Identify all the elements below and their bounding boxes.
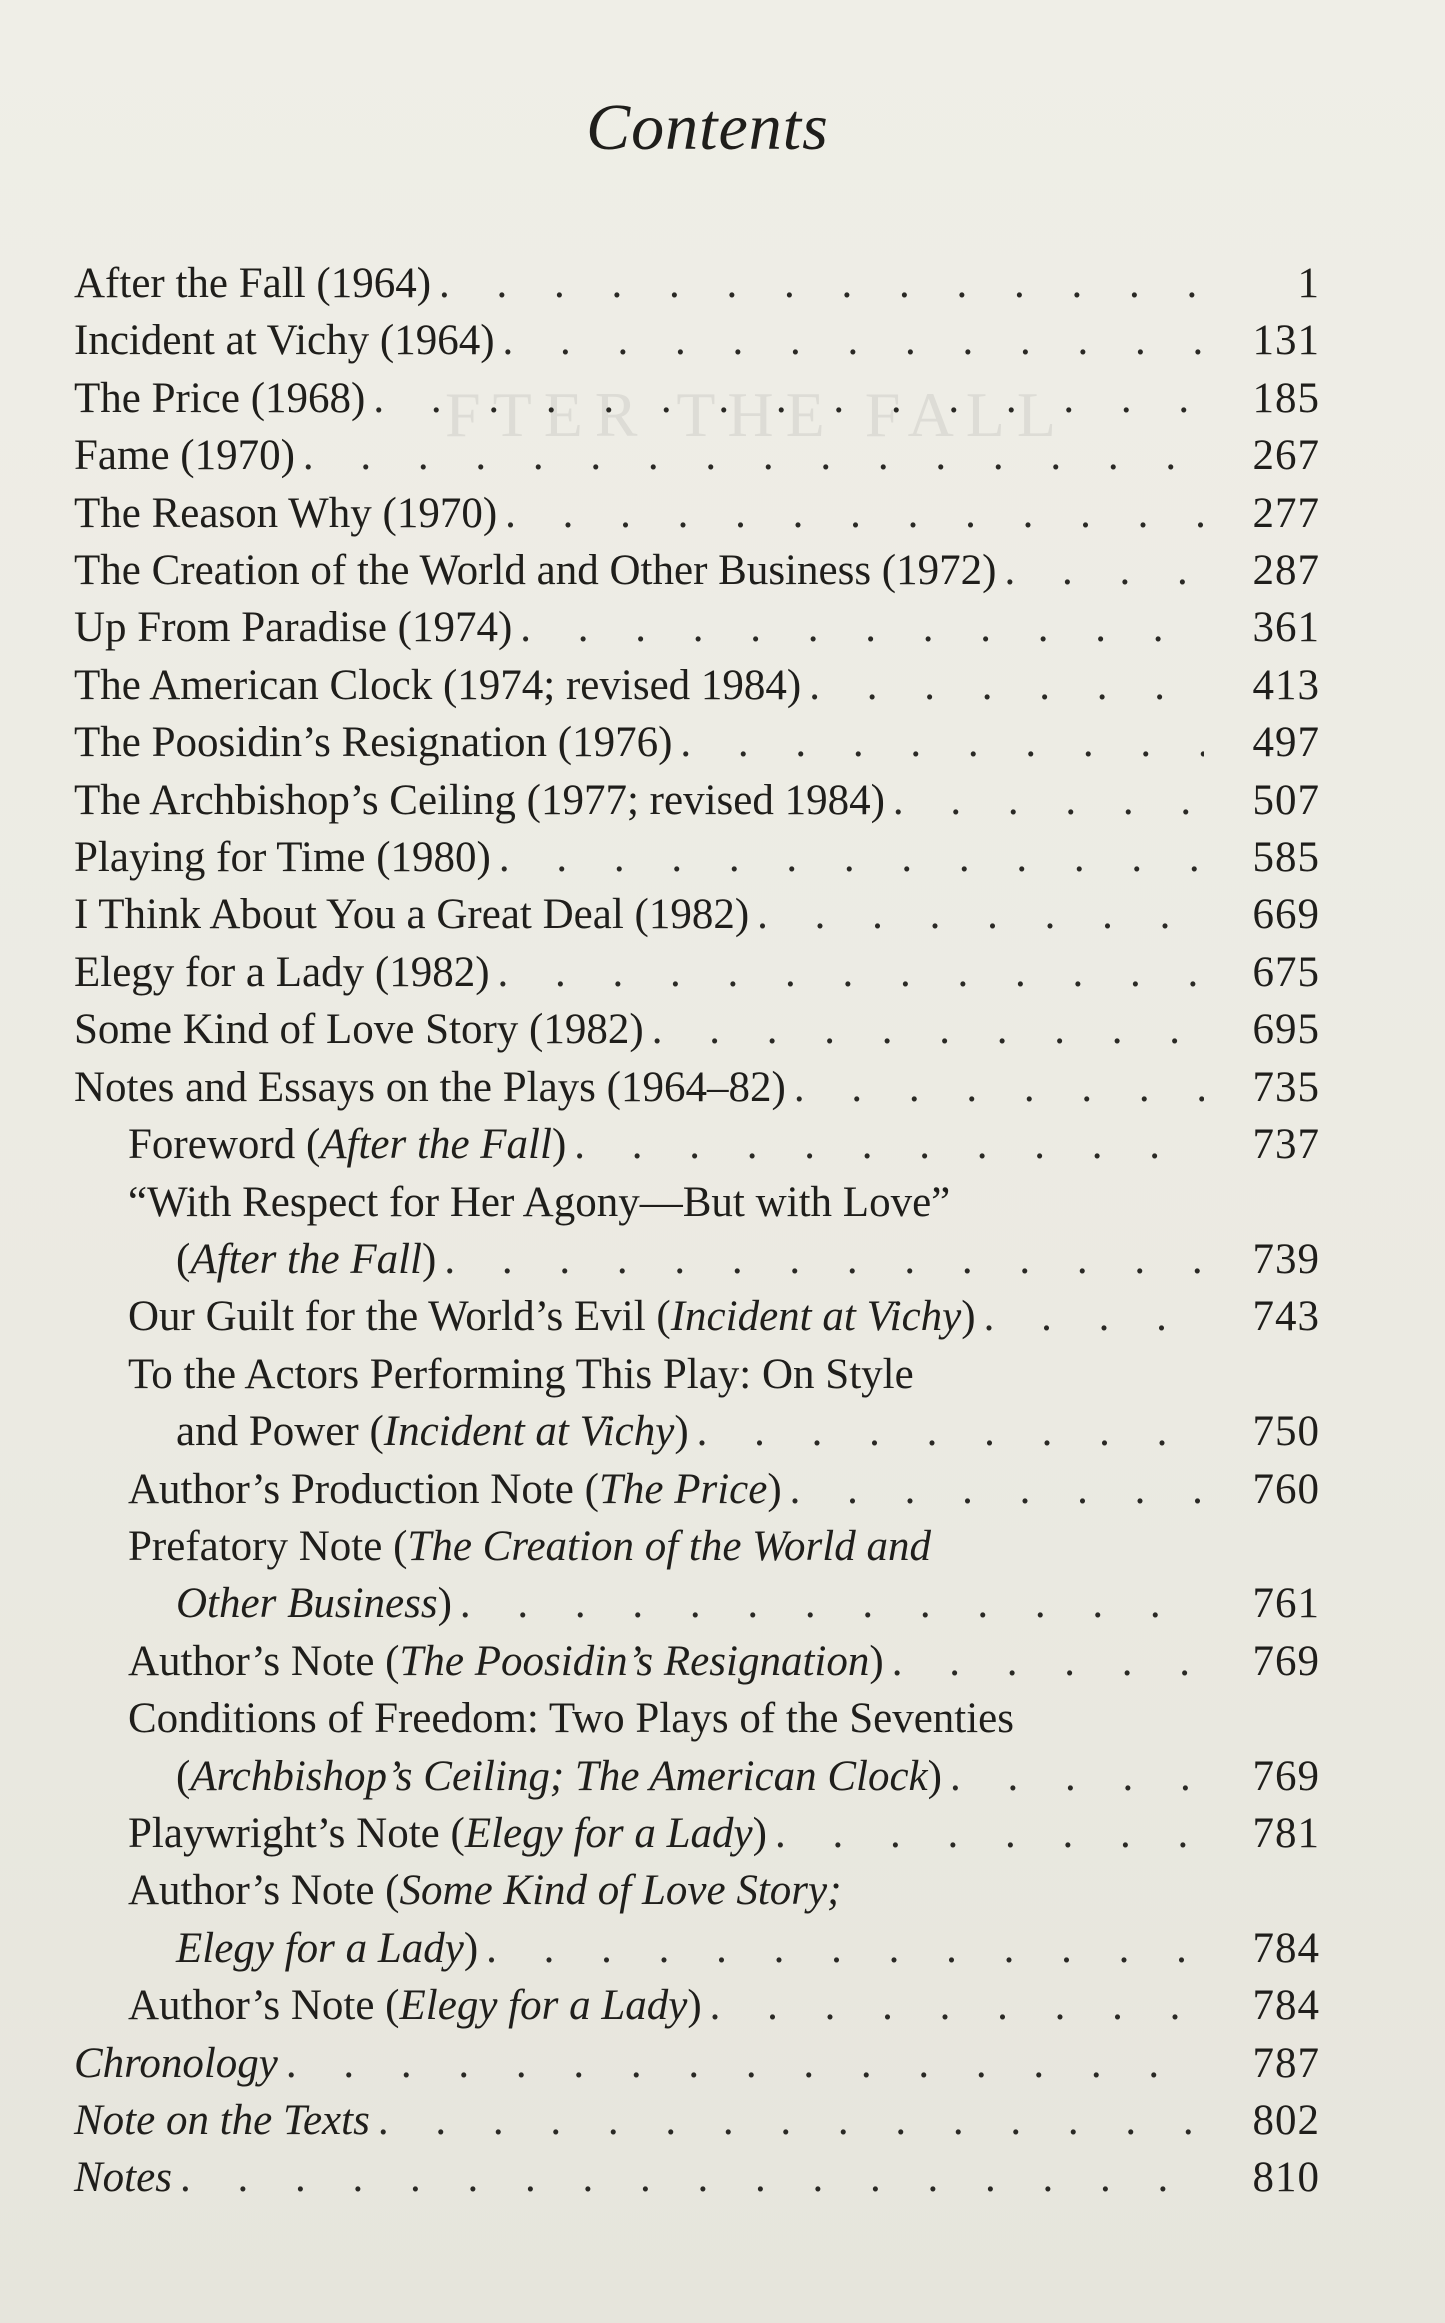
- toc-entry: The Creation of the World and Other Business (1972) . . . 287: [74, 542, 1320, 599]
- toc-subentry-continuation: and Power (Incident at Vichy) . . . 750: [74, 1403, 1320, 1460]
- toc-subentry: “With Respect for Her Agony—But with Love”: [128, 1178, 951, 1226]
- toc-entry: I Think About You a Great Deal (1982) . . . 669: [74, 886, 1320, 943]
- toc-back-matter-entry: Notes . . . 810: [74, 2149, 1320, 2206]
- toc-entry: Up From Paradise (1974) . . . 361: [74, 599, 1320, 656]
- toc-subentry: Author’s Production Note (The Price) . . . 760: [74, 1461, 1320, 1518]
- toc-entry: The American Clock (1974; revised 1984) . . . 413: [74, 657, 1320, 714]
- toc-entry: Elegy for a Lady (1982) . . . 675: [74, 944, 1320, 1001]
- toc-subentry: Author’s Note (Some Kind of Love Story;: [128, 1867, 842, 1915]
- toc-subentry: To the Actors Performing This Play: On Style: [128, 1350, 914, 1398]
- toc-subentry-continuation: Other Business) . . . 761: [74, 1575, 1320, 1632]
- table-of-contents: [74, 255, 1320, 2207]
- toc-entry: Notes and Essays on the Plays (1964–82) . . . 735: [74, 1059, 1320, 1116]
- toc-entry: After the Fall (1964) . . . 1: [74, 255, 1320, 312]
- toc-entry: Some Kind of Love Story (1982) . . . 695: [74, 1001, 1320, 1058]
- toc-subentry: Author’s Note (The Poosidin’s Resignation) . . . 769: [74, 1633, 1320, 1690]
- toc-back-matter-entry: Chronology . . . 787: [74, 2035, 1320, 2092]
- toc-subentry: Author’s Note (Elegy for a Lady) . . . 784: [74, 1977, 1320, 2034]
- toc-entry: The Reason Why (1970) . . . 277: [74, 485, 1320, 542]
- toc-back-matter-entry: Note on the Texts . . . 802: [74, 2092, 1320, 2149]
- show-through-text: FTER THE FALL: [445, 379, 1068, 450]
- toc-subentry-continuation: (Archbishop’s Ceiling; The American Clock) . . . 769: [74, 1748, 1320, 1805]
- toc-subentry-continuation: Elegy for a Lady) . . . 784: [74, 1920, 1320, 1977]
- toc-entry: Incident at Vichy (1964) . . . 131: [74, 312, 1320, 369]
- toc-subentry: Prefatory Note (The Creation of the World and: [128, 1522, 931, 1570]
- toc-entry: The Price (1968) . . . 185: [74, 370, 1320, 427]
- toc-subentry: Conditions of Freedom: Two Plays of the Seventies: [128, 1695, 1014, 1743]
- toc-entry: The Poosidin’s Resignation (1976) . . . 497: [74, 714, 1320, 771]
- toc-subentry: Our Guilt for the World’s Evil (Incident at Vichy) . . . 743: [74, 1288, 1320, 1345]
- toc-entry: Fame (1970) . . . 267: [74, 427, 1320, 484]
- toc-subentry: Playwright’s Note (Elegy for a Lady) . . . 781: [74, 1805, 1320, 1862]
- toc-entry: The Archbishop’s Ceiling (1977; revised 1984) . . . 507: [74, 772, 1320, 829]
- page-title: Contents: [586, 91, 829, 164]
- toc-entry: Playing for Time (1980) . . . 585: [74, 829, 1320, 886]
- toc-subentry-continuation: (After the Fall) . . . 739: [74, 1231, 1320, 1288]
- toc-subentry: Foreword (After the Fall) . . . 737: [74, 1116, 1320, 1173]
